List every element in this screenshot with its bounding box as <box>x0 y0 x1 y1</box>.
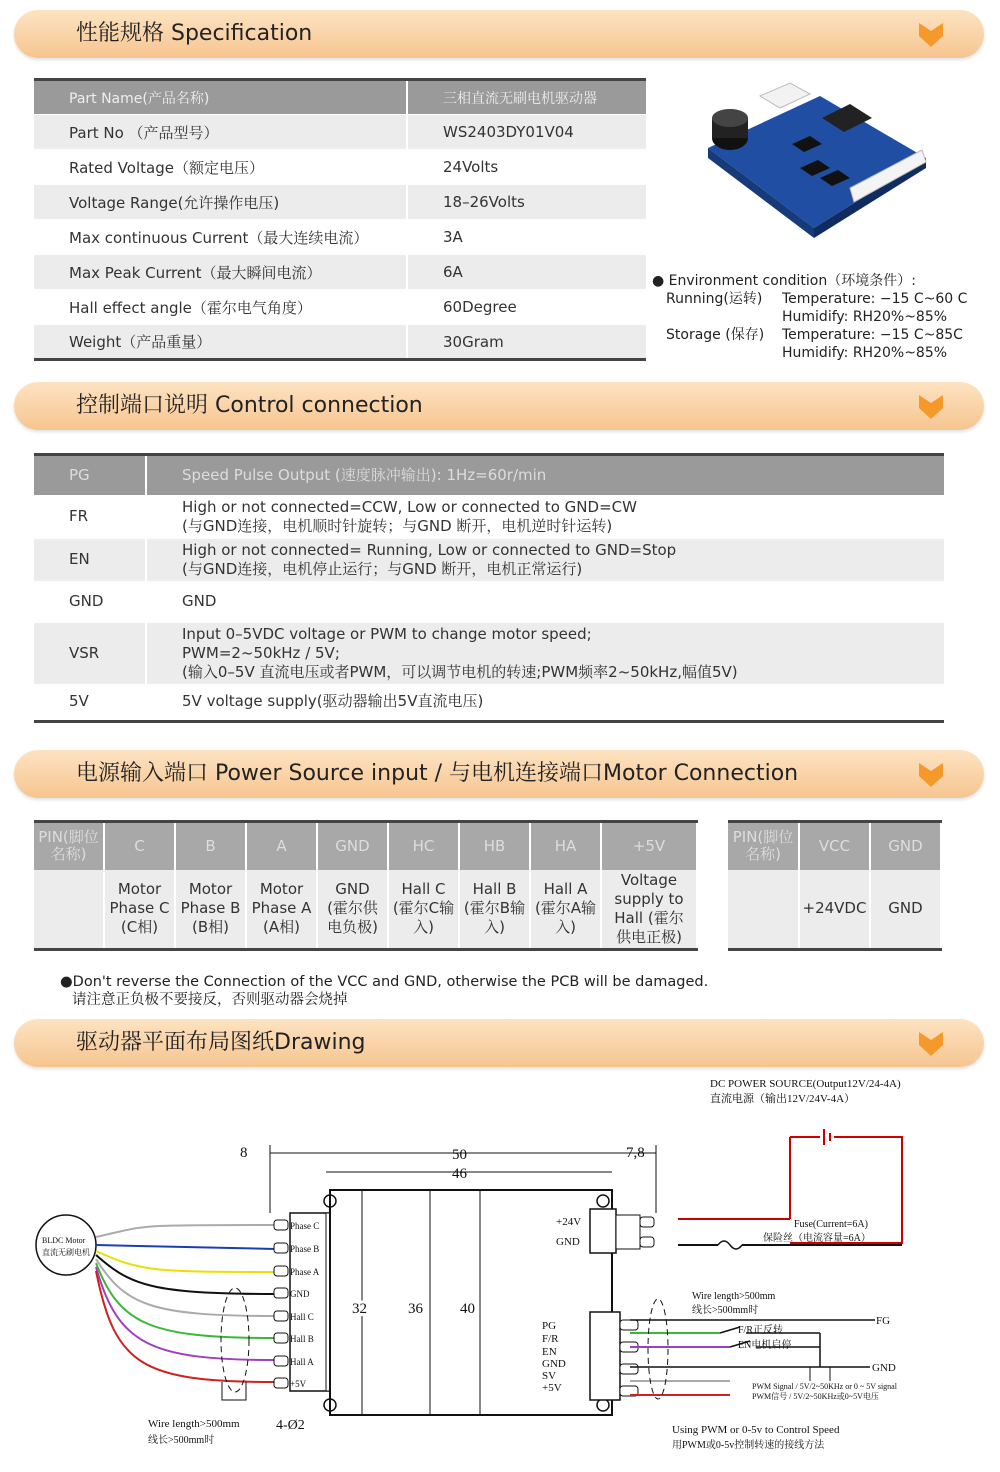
pin-desc: Motor <box>117 880 162 899</box>
control-key: VSR <box>34 623 146 684</box>
pin-header: C <box>104 822 175 870</box>
dim-32: 32 <box>352 1301 367 1317</box>
section-title: 驱动器平面布局图纸Drawing <box>76 1030 366 1055</box>
fuse-label: Fuse(Current=6A) <box>794 1219 868 1230</box>
pin-label: +5V <box>290 1379 307 1389</box>
pin-header: HC <box>388 822 459 870</box>
spec-value: 3A <box>407 220 646 255</box>
wire-length-label-cn: 线长>500mm时 <box>692 1305 759 1316</box>
dim-8: 8 <box>240 1145 248 1161</box>
environment-conditions <box>652 272 967 362</box>
section-banner-power <box>14 750 984 798</box>
bottom-right-note-cn: 用PWM或0-5v控制转速的接线方法 <box>672 1440 825 1451</box>
ctrl-label: F/R <box>542 1333 559 1345</box>
spec-key: Max Peak Current（最大瞬间电流） <box>34 255 407 290</box>
dim-50: 50 <box>452 1147 467 1163</box>
ctrl-label: PG <box>542 1320 557 1332</box>
gnd-label: GND <box>872 1362 896 1374</box>
pin-header: B <box>175 822 246 870</box>
control-key: 5V <box>34 684 146 722</box>
pin-header: HB <box>459 822 530 870</box>
section-banner-spec <box>14 10 984 58</box>
dim-36: 36 <box>408 1301 423 1317</box>
bottom-left-note: Wire length>500mm <box>148 1418 240 1430</box>
control-header-value: Speed Pulse Output (速度脉冲输出): 1Hz=60r/min <box>146 455 944 495</box>
env-running-hum: Humidify: RH20%~85% <box>782 309 948 325</box>
dim-40: 40 <box>460 1301 475 1317</box>
pin-header: VCC <box>799 822 870 870</box>
pin-header: PIN(脚位名称) <box>34 822 104 870</box>
env-storage-label: Storage (保存) <box>666 327 765 343</box>
env-running-temp: Temperature: −15 C~60 C <box>782 291 968 307</box>
section-banner-control <box>14 382 984 430</box>
pin-desc: (霍尔A输 <box>534 899 597 918</box>
fuse-label-cn: 保险丝（电流容量=6A） <box>763 1233 871 1244</box>
pin-header: GND <box>317 822 388 870</box>
pin-desc: Motor <box>188 880 233 899</box>
pin-desc: 入) <box>484 918 505 937</box>
table-row <box>34 325 646 360</box>
chevron-down-icon <box>918 22 944 48</box>
pin-header: +5V <box>601 822 697 870</box>
table-row <box>34 684 944 722</box>
dim-holes: 4-Ø2 <box>276 1418 305 1433</box>
motor-label: BLDC Motor <box>42 1236 86 1245</box>
warning-note <box>60 973 708 1009</box>
section-title: 性能规格 Specification <box>76 21 313 46</box>
table-row <box>34 220 646 255</box>
wiring-drawing <box>30 1075 970 1465</box>
power-label: +24V <box>556 1216 582 1228</box>
en-label: EN电机启停 <box>738 1340 792 1351</box>
ctrl-label: +5V <box>542 1382 562 1394</box>
control-desc: GND <box>182 592 217 610</box>
pin-header: PIN(脚位名称) <box>728 822 799 870</box>
control-desc: Input 0–5VDC voltage or PWM to change motor speed; <box>182 624 592 643</box>
spec-table <box>34 78 646 361</box>
spec-key: Rated Voltage（额定电压） <box>34 150 407 185</box>
pin-desc: +24VDC <box>799 870 870 950</box>
note-line: 请注意正负极不要接反，否则驱动器会烧掉 <box>72 992 348 1008</box>
env-storage-temp: Temperature: −15 C~85C <box>782 327 963 343</box>
control-key: FR <box>34 495 146 539</box>
spec-value: 30Gram <box>407 325 646 360</box>
control-header-key: PG <box>34 455 146 495</box>
pin-desc: Hall C <box>401 880 446 899</box>
spec-value: 60Degree <box>407 290 646 325</box>
pin-header: HA <box>530 822 601 870</box>
dc-source-label: DC POWER SOURCE(Output12V/24-4A) <box>710 1078 901 1090</box>
spec-value: 18–26Volts <box>407 185 646 220</box>
spec-key: Hall effect angle（霍尔电气角度） <box>34 290 407 325</box>
table-row <box>34 623 944 684</box>
pin-desc: (霍尔B输 <box>463 899 526 918</box>
dim-46: 46 <box>452 1166 467 1182</box>
chevron-down-icon <box>918 394 944 420</box>
env-storage-hum: Humidify: RH20%~85% <box>782 345 948 361</box>
pin-desc: Hall A <box>543 880 588 899</box>
table-row <box>34 115 646 150</box>
control-desc: (输入0–5V 直流电压或者PWM，可以调节电机的转速;PWM频率2~50kHz,幅值5V) <box>182 662 738 681</box>
section-banner-drawing <box>14 1019 984 1067</box>
section-title: 控制端口说明 Control connection <box>76 393 423 418</box>
spec-key: Weight（产品重量） <box>34 325 407 360</box>
pin-desc: GND <box>870 870 941 950</box>
table-row <box>34 185 646 220</box>
pin-desc: Phase C <box>109 899 170 918</box>
pin-header: A <box>246 822 317 870</box>
bottom-left-note-cn: 线长>500mm时 <box>148 1435 215 1446</box>
dc-source-label-cn: 直流电源（输出12V/24V-4A） <box>710 1093 856 1105</box>
chevron-down-icon <box>918 762 944 788</box>
table-row <box>34 150 646 185</box>
ctrl-label: EN <box>542 1346 557 1358</box>
table-row <box>34 290 646 325</box>
pin-desc: (霍尔供 <box>327 899 378 918</box>
pwm-signal-label-cn: PWM信号 / 5V/2~50KHz或0~5V电压 <box>752 1392 879 1401</box>
pin-desc: Voltage <box>620 870 678 889</box>
control-table <box>34 453 944 723</box>
pin-desc: 入) <box>555 918 576 937</box>
pin-header: GND <box>870 822 941 870</box>
control-desc: 5V voltage supply(驱动器输出5V直流电压) <box>182 692 484 711</box>
pin-label: Phase B <box>290 1244 320 1254</box>
pin-label: Phase A <box>290 1267 320 1277</box>
pin-desc: 入) <box>413 918 434 937</box>
fr-label: F/R正反转 <box>738 1325 784 1336</box>
motor-label-cn: 直流无刷电机 <box>42 1248 90 1257</box>
pin-desc: Phase A <box>251 899 312 918</box>
power-label: GND <box>556 1236 580 1248</box>
pin-desc: supply to <box>614 889 684 908</box>
pin-desc: 供电正极) <box>616 927 682 946</box>
pin-desc: (霍尔C输 <box>392 899 455 918</box>
pin-desc: (A相) <box>263 918 300 937</box>
env-running-label: Running(运转) <box>666 291 763 307</box>
spec-header-key: Part Name(产品名称) <box>34 80 407 115</box>
table-row <box>34 539 944 581</box>
dim-78: 7,8 <box>626 1145 645 1161</box>
control-desc: High or not connected=CCW, Low or connected to GND=CW <box>182 497 637 516</box>
bottom-right-note: Using PWM or 0-5v to Control Speed <box>672 1424 840 1436</box>
control-desc: (与GND连接，电机停止运行；与GND 断开，电机正常运行) <box>182 559 583 578</box>
table-row <box>34 255 646 290</box>
ctrl-label: SV <box>542 1370 557 1382</box>
control-desc: PWM=2~50kHz / 5V; <box>182 643 340 662</box>
power-pin-table <box>728 820 942 951</box>
pin-desc: Hall (霍尔 <box>614 908 684 927</box>
pin-label: Hall A <box>290 1357 314 1367</box>
section-title: 电源输入端口 Power Source input / 与电机连接端口Motor Connection <box>76 761 799 786</box>
spec-key: Voltage Range(允许操作电压) <box>34 185 407 220</box>
product-photo <box>700 78 932 258</box>
spec-key: Max continuous Current（最大连续电流） <box>34 220 407 255</box>
pin-desc: GND <box>335 880 370 899</box>
pin-label: Hall B <box>290 1334 314 1344</box>
motor-pin-table <box>34 820 698 951</box>
spec-header-value: 三相直流无刷电机驱动器 <box>407 80 646 115</box>
pin-label: GND <box>290 1289 310 1299</box>
env-title: ● Environment condition（环境条件）: <box>652 273 916 289</box>
pin-desc: (C相) <box>120 918 159 937</box>
pin-desc: Hall B <box>472 880 517 899</box>
wire-length-label: Wire length>500mm <box>692 1291 776 1302</box>
ctrl-label: GND <box>542 1358 566 1370</box>
table-row <box>34 495 944 539</box>
pin-desc: Phase B <box>180 899 241 918</box>
spec-value: 24Volts <box>407 150 646 185</box>
chevron-down-icon <box>918 1031 944 1057</box>
fg-label: FG <box>876 1315 891 1327</box>
control-key: EN <box>34 539 146 581</box>
pin-label: Phase C <box>290 1221 320 1231</box>
pin-desc: 电负极) <box>327 918 378 937</box>
pin-desc: (B相) <box>192 918 229 937</box>
control-desc: High or not connected= Running, Low or connected to GND=Stop <box>182 540 677 559</box>
spec-value: 6A <box>407 255 646 290</box>
note-line: ●Don't reverse the Connection of the VCC and GND, otherwise the PCB will be damaged. <box>60 974 709 990</box>
control-desc: (与GND连接，电机顺时针旋转；与GND 断开，电机逆时针运转) <box>182 516 613 535</box>
pwm-signal-label: PWM Signal / 5V/2~50KHz or 0 ~ 5V signal <box>752 1382 897 1391</box>
control-key: GND <box>34 581 146 623</box>
spec-value: WS2403DY01V04 <box>407 115 646 150</box>
pin-desc: Motor <box>259 880 304 899</box>
spec-key: Part No （产品型号） <box>34 115 407 150</box>
pin-label: Hall C <box>290 1312 314 1322</box>
table-row <box>34 581 944 623</box>
